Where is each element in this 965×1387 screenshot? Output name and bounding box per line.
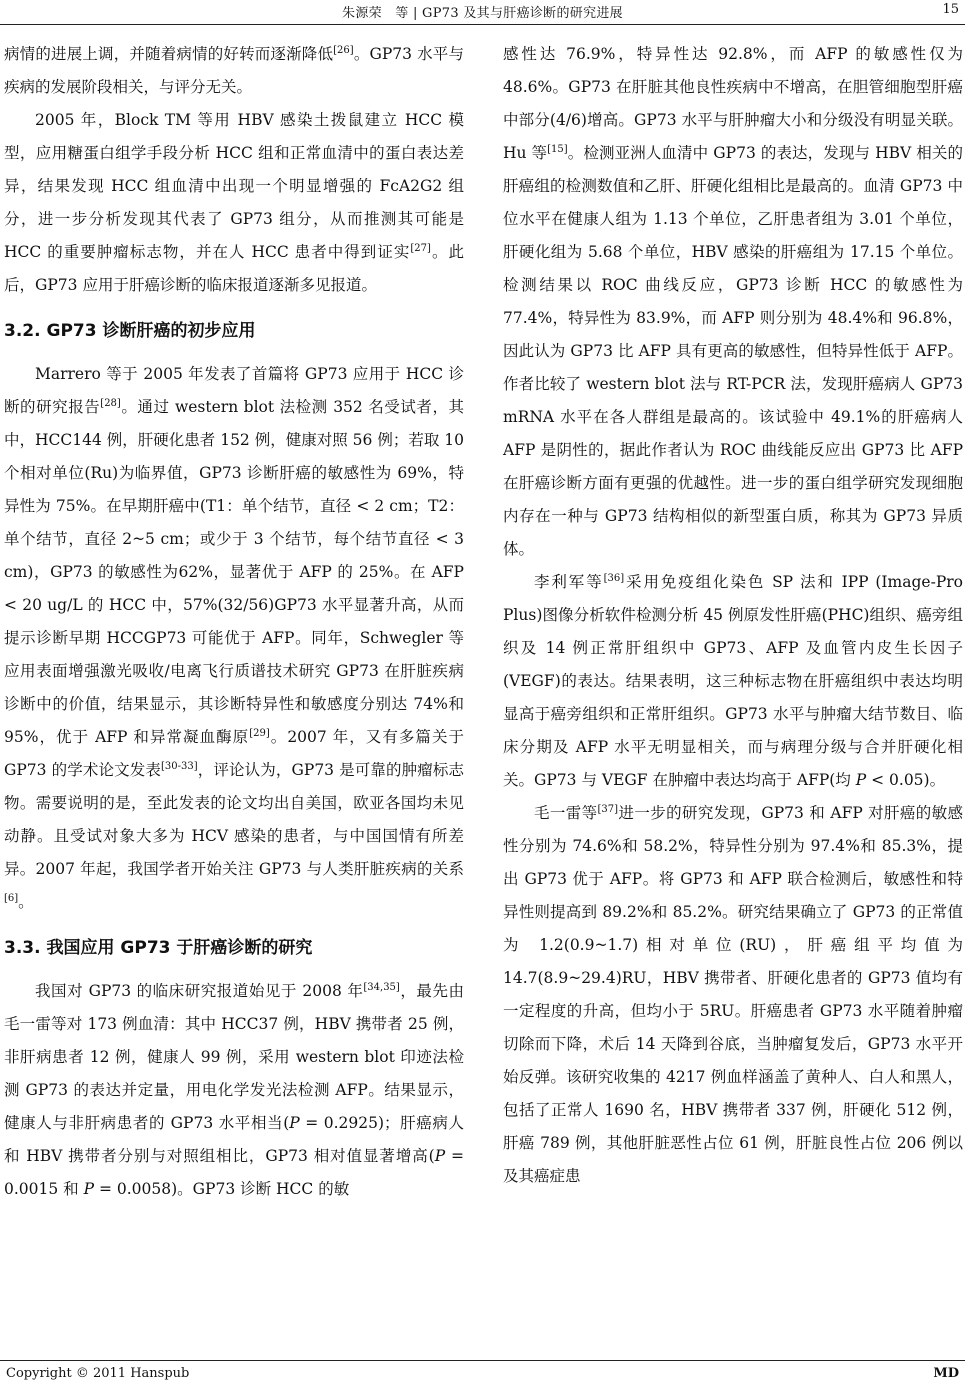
page-number: 15 — [942, 2, 959, 17]
copyright-notice: Copyright © 2011 Hanspub — [6, 1366, 190, 1381]
citation[interactable]: [27] — [410, 242, 431, 254]
citation[interactable]: [26] — [333, 44, 354, 56]
left-column — [4, 38, 464, 1206]
running-title: 朱源荣 等 | GP73 及其与肝癌诊断的研究进展 — [342, 6, 623, 21]
paragraph: 我国对 GP73 的临床研究报道始见于 2008 年[34,35]，最先由毛一雷等对 173 例血清：其中 HCC37 例，HBV 携带者 25 例，非肝病患者 12 例，健康人 99 例，采用 western blot 印迹法检测 GP73 的表达并定量，用电化学发光法检测 AFP。结果显示，健康人与非肝病患者的 GP73 水平相当(P = 0.2925)；肝癌病人和 HBV 携带者分别与对照组相比，GP73 相对值显著增高(P = 0.0015 和 P = 0.0058)。GP73 诊断 HCC 的敏 — [4, 981, 465, 1198]
page-footer — [0, 1360, 965, 1387]
paragraph: 毛一雷等[37]进一步的研究发现，GP73 和 AFP 对肝癌的敏感性分别为 74.6%和 58.2%，特异性分别为 97.4%和 85.3%，提出 GP73 优于 AFP。将 GP73 和 AFP 联合检测后，敏感性和特异性则提高到 89.2%和 85.2%。研究结果确立了 GP73 的正常值为 1.2(0.9~1.7)相对单位(RU)，肝癌组平均值为 14.7(8.9~29.4)RU，HBV 携带者、肝硬化患者的 GP73 值均有一定程度的升高，但均小于 5RU。肝癌患者 GP73 水平随着肿瘤切除而下降，术后 14 天降到谷底，当肿瘤复发后，GP73 水平开始反弹。该研究收集的 4217 例血样涵盖了黄种人、白人和黑人，包括了正常人 1690 名，HBV 携带者 337 例，肝硬化 512 例，肝癌 789 例，其他肝脏恶性占位 61 例，肝脏良性占位 206 例以及其癌症患 — [503, 803, 963, 1185]
citation[interactable]: [15] — [547, 143, 568, 155]
paragraph: 2005 年，Block TM 等用 HBV 感染土拨鼠建立 HCC 模型，应用糖蛋白组学手段分析 HCC 组和正常血清中的蛋白表达差异，结果发现 HCC 组血清中出现一个明显增强的 FcA2G2 组分，进一步分析发现其代表了 GP73 组分，从而推测其可能是 HCC 的重要肿瘤标志物，并在人 HCC 患者中得到证实[27]。此后，GP73 应用于肝癌诊断的临床报道逐渐多见报道。 — [4, 111, 464, 294]
paragraph: 李利军等[36]采用免疫组化染色 SP 法和 IPP (Image-Pro Plus)图像分析软件检测分析 45 例原发性肝癌(PHC)组织、癌旁组织及 14 例正常肝组织中 GP73、AFP 及血管内皮生长因子(VEGF)的表达。结果表明，这三种标志物在肝癌组织中表达均明显高于癌旁组织和正常肝组织。GP73 水平与肿瘤大结节数目、临床分期及 AFP 水平无明显相关，而与病理分级与合并肝硬化相关。GP73 与 VEGF 在肿瘤中表达均高于 AFP(均 P < 0.05)。 — [503, 572, 963, 789]
citation[interactable]: [28] — [100, 397, 121, 409]
paragraph: 病情的进展上调，并随着病情的好转而逐渐降低[26]。GP73 水平与疾病的发展阶段相关，与评分无关。 — [4, 44, 464, 96]
journal-abbrev: MD — [933, 1366, 959, 1381]
citation[interactable]: [30-33] — [160, 760, 198, 772]
right-column — [503, 38, 963, 1193]
section-heading: 3.3. 我国应用 GP73 于肝癌诊断的研究 — [4, 938, 313, 958]
citation[interactable]: [34,35] — [363, 981, 400, 993]
paragraph: Marrero 等于 2005 年发表了首篇将 GP73 应用于 HCC 诊断的研究报告[28]。通过 western blot 法检测 352 名受试者，其中，HCC144 例，肝硬化患者 152 例，健康对照 56 例；若取 10 个相对单位(Ru)为临界值，GP73 诊断肝癌的敏感性为 69%，特异性为 75%。在早期肝癌中(T1：单个结节，直径 < 2 cm；T2：单个结节，直径 2~5 cm；或少于 3 个结节，每个结节直径 < 3 cm)，GP73 的敏感性为62%，显著优于 AFP 的 25%。在 AFP < 20 ug/L 的 HCC 中，57%(32/56)GP73 水平显著升高，从而提示诊断早期 HCCGP73 可能优于 AFP。同年，Schwegler 等应用表面增强激光吸收/电离飞行质谱技术研究 GP73 在肝脏疾病诊断中的价值，结果显示，其诊断特异性和敏感度分别达 74%和 95%，优于 AFP 和异常凝血酶原[29]。2007 年，又有多篇关于 GP73 的学术论文发表[30-33]，评论认为，GP73 是可靠的肿瘤标志物。需要说明的是，至此发表的论文均出自美国，欧亚各国均未见动静。且受试对象大多为 HCV 感染的患者，与中国国情有所差异。2007 年起，我国学者开始关注 GP73 与人类肝脏疾病的关系[6]。 — [4, 365, 465, 911]
page-header — [0, 0, 965, 25]
citation[interactable]: [37] — [597, 803, 619, 815]
section-heading: 3.2. GP73 诊断肝癌的初步应用 — [4, 321, 256, 341]
citation[interactable]: [29] — [249, 727, 270, 739]
paragraph: 感性达 76.9%，特异性达 92.8%，而 AFP 的敏感性仅为 48.6%。GP73 在肝脏其他良性疾病中不增高，在胆管细胞型肝癌中部分(4/6)增高。GP73 水平与肝肿瘤大小和分级没有明显关联。Hu 等[15]。检测亚洲人血清中 GP73 的表达，发现与 HBV 相关的肝癌组的检测数值和乙肝、肝硬化组相比是最高的。血清 GP73 中位水平在健康人组为 1.13 个单位，乙肝患者组为 3.01 个单位，肝硬化组为 5.68 个单位，HBV 感染的肝癌组为 17.15 个单位。检测结果以 ROC 曲线反应，GP73 诊断 HCC 的敏感性为 77.4%，特异性为 83.9%，而 AFP 则分别为 48.4%和 96.8%，因此认为 GP73 比 AFP 具有更高的敏感性，但特异性低于 AFP。作者比较了 western blot 法与 RT-PCR 法，发现肝癌病人 GP73 mRNA 水平在各人群组是最高的。该试验中 49.1%的肝癌病人 AFP 是阴性的，据此作者认为 ROC 曲线能反应出 GP73 比 AFP 在肝癌诊断方面有更强的优越性。进一步的蛋白组学研究发现细胞内存在一种与 GP73 结构相似的新型蛋白质，称其为 GP73 异质体。 — [503, 45, 963, 558]
citation[interactable]: [6] — [4, 892, 19, 904]
citation[interactable]: [36] — [603, 572, 625, 584]
